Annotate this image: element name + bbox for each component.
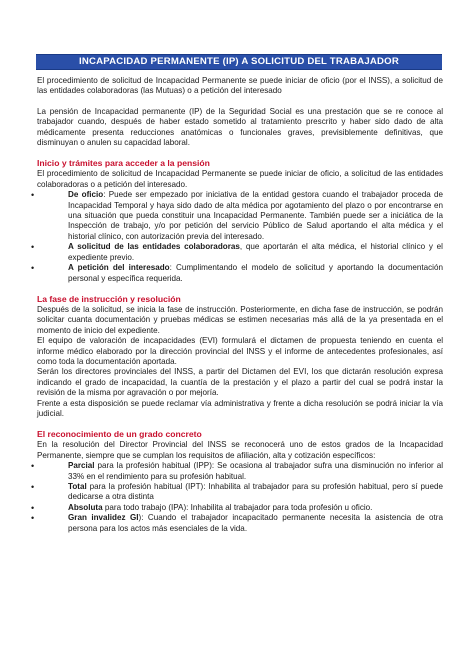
list-item	[31, 190, 443, 242]
list-item	[31, 513, 444, 534]
item-bold-label: De oficio	[68, 190, 104, 200]
bullet-icon: •	[31, 482, 35, 492]
section2-paragraph: Frente a esta disposición se puede reclamar vía administrativa y frente a dicha resolución se podrá iniciar la vía judicial.	[37, 398, 443, 418]
item-bold-label: A petición del interesado	[68, 263, 170, 273]
section3-intro: En la resolución del Director Provincial del INSS se reconocerá uno de estos grados de la Incapacidad Permanente, siempre que se cumplan los requisitos de afiliación, alta y cotización específicos:	[37, 440, 443, 460]
section2-paragraph: Después de la solicitud, se inicia la fase de instrucción. Posteriormente, en dicha fase de instrucción, se podrán solicitar cuanta documentación y pruebas médicas se estimen necesarias más allá de la ya presentada en el momento de inicio del expediente.	[37, 304, 443, 335]
item-bold-label: Gran invalidez GI	[68, 513, 139, 523]
item-bold-label: Absoluta	[68, 502, 103, 512]
item-text: para todo trabajo (IPA): Inhabilita al trabajador para toda profesión u oficio.	[102, 502, 373, 512]
section-heading-instruccion: La fase de instrucción y resolución	[37, 293, 181, 304]
item-text: : Puede ser empezado por iniciativa de la entidad gestora cuando el trabajador proceda de Incapacidad Temporal y haya sido dado de alta médica por agotamiento del plazo o por encontrarse en una situación que pueda constituir una Incapacidad Permanente. También puede ser a iniciática de la Inspección de trabajo, y/o por petición del servicio Público de Salud aportando el alta médica y el historial clínico, con autorización previa del interesado.	[68, 190, 443, 241]
list-item	[31, 263, 443, 284]
section2-paragraph: El equipo de valoración de incapacidades (EVI) formulará el dictamen de propuesta teniendo en cuenta el informe médico elaborado por la dirección provincial del INSS y el informe de antecedentes profesionales, así como toda la documentación aportada.	[37, 336, 443, 366]
section-heading-reconocimiento: El reconocimiento de un grado concreto	[37, 429, 202, 440]
item-bold-label: Parcial	[68, 461, 95, 471]
list-item	[31, 461, 443, 482]
document-title: INCAPACIDAD PERMANENTE (IP) A SOLICITUD DEL TRABAJADOR	[36, 54, 442, 70]
bullet-icon: •	[31, 242, 35, 253]
intro-paragraph-1: El procedimiento de solicitud de Incapacidad Permanente se puede iniciar de oficio (por el INSS), a solicitud de las entidades colaboradoras (las Mutuas) o a petición del interesado	[37, 76, 443, 96]
item-bold-label: Total	[68, 482, 87, 491]
section3-list	[31, 461, 444, 534]
item-text: para la profesión habitual (IPP): Se ocasiona al trabajador sufra una disminución no inferior al 33% en el rendimiento para su profesión habitual.	[68, 461, 443, 481]
bullet-icon: •	[31, 513, 35, 524]
bullet-icon: •	[31, 461, 35, 472]
bullet-icon: •	[31, 263, 35, 274]
bullet-icon: •	[31, 190, 35, 201]
item-bold-label: A solicitud de las entidades colaboradoras	[68, 242, 240, 252]
section1-list	[31, 190, 443, 284]
intro-paragraph-2: La pensión de Incapacidad permanente (IP) de la Seguridad Social es una prestación que se re conoce al trabajador cuando, después de haber estado sometido al tratamiento prescrito y haber sido dado de alta médicamente presenta reducciones anatómicas o funcionales graves, previsiblemente definitivas, que disminuyan o anulen su capacidad laboral.	[37, 106, 443, 148]
section2-paragraph: Serán los directores provinciales del INSS, a partir del Dictamen del EVI, los que dictarán resolución expresa indicando el grado de incapacidad, la cuantía de la prestación y el plazo a partir del cual se podrá instar la revisión de la misma por agravación o por mejoría.	[37, 367, 443, 398]
item-text: para la profesión habitual (IPT): Inhabilita al trabajador para su profesión habitual, pero sí puede dedicarse a otra distinta	[68, 482, 443, 502]
document-body	[31, 76, 444, 534]
item-text: ): Cuando el trabajador incapacitado permanente necesita la asistencia de otra persona para los actos más esenciales de la vida.	[68, 513, 444, 533]
section-heading-inicio: Inicio y trámites para acceder a la pensión	[37, 158, 210, 169]
list-item	[31, 482, 443, 503]
item-text: : Cumplimentando el modelo de solicitud y aportando la documentación personal y específica requerida.	[68, 263, 443, 283]
bullet-icon: •	[31, 502, 35, 513]
list-item	[31, 242, 443, 263]
section1-intro: El procedimiento de solicitud de Incapacidad Permanente se puede iniciar de oficio, a solicitud de las entidades colaboradoras o a petición del interesado.	[37, 169, 443, 189]
list-item	[31, 502, 443, 513]
item-text: , que aportarán el alta médica, el historial clínico y el expediente previo.	[68, 242, 443, 262]
